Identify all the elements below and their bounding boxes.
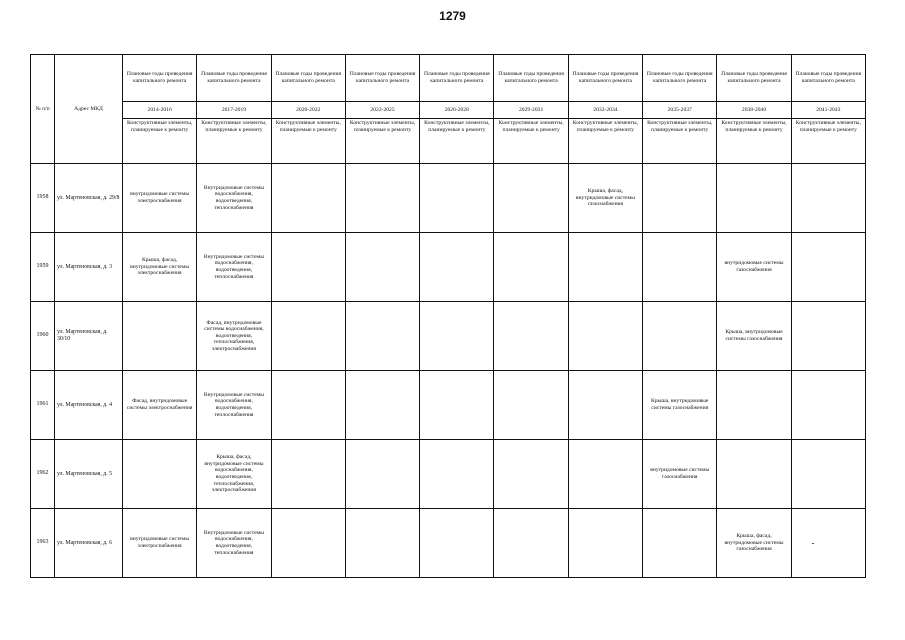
repair-cell [791,509,865,578]
repair-cell [123,302,197,371]
table-row [31,371,866,440]
repair-cell [717,164,791,233]
repair-cell: Крыша, фасад, внутридомовые системы газоснабжения [717,509,791,578]
header-period: 2026-2028 [420,102,494,119]
header-num: № п/п [31,55,55,164]
header-plan-years: Плановые годы проведения капитального ремонта [197,55,271,102]
header-plan-years: Плановые годы проведения капитального ремонта [123,55,197,102]
header-elements: Конструктивные элементы, планируемые к ремонту [494,119,568,164]
repair-cell [494,371,568,440]
repair-cell [568,509,642,578]
repair-cell: внутридомовые системы газоснабжения [717,233,791,302]
repair-cell [717,440,791,509]
repair-cell [643,164,717,233]
header-row-elements [31,119,866,164]
header-elements: Конструктивные элементы, планируемые к ремонту [643,119,717,164]
header-elements: Конструктивные элементы, планируемые к ремонту [568,119,642,164]
repair-cell [791,371,865,440]
row-number: 1961 [31,371,55,440]
header-plan-years: Плановые годы проведения капитального ремонта [717,55,791,102]
header-elements: Конструктивные элементы, планируемые к ремонту [791,119,865,164]
repair-cell: Крыша, фасад, внутридомовые системы электроснабжения [123,233,197,302]
repair-cell [494,509,568,578]
header-plan-years: Плановые годы проведения капитального ремонта [791,55,865,102]
row-address: ул. Мартеновская, д. 3 [55,233,123,302]
table-row [31,509,866,578]
capital-repair-plan-table [30,54,866,578]
table-header [31,55,866,164]
header-plan-years: Плановые годы проведения капитального ремонта [494,55,568,102]
repair-cell: внутридомовые системы электроснабжения [123,509,197,578]
repair-cell [494,302,568,371]
header-period: 2014-2016 [123,102,197,119]
header-elements: Конструктивные элементы, планируемые к ремонту [271,119,345,164]
repair-cell [345,302,419,371]
repair-cell [420,371,494,440]
repair-cell [791,164,865,233]
header-plan-years: Плановые годы проведения капитального ремонта [568,55,642,102]
header-period: 2032-2034 [568,102,642,119]
header-period: 2029-2031 [494,102,568,119]
header-period: 2023-2025 [345,102,419,119]
repair-cell [568,233,642,302]
repair-cell: Крыша, внутридомовые системы газоснабжения [643,371,717,440]
scan-speck [812,543,814,544]
repair-cell [494,233,568,302]
row-address: ул. Мартеновская, д. 6 [55,509,123,578]
repair-cell [271,233,345,302]
header-period: 2017-2019 [197,102,271,119]
repair-cell [420,509,494,578]
repair-cell: Внутридомовые системы водоснабжения, водоотведения, теплоснабжения [197,233,271,302]
repair-cell: внутридомовые системы электроснабжения [123,164,197,233]
repair-cell [494,440,568,509]
repair-cell [568,302,642,371]
header-row-titles [31,55,866,102]
header-period: 2041-2043 [791,102,865,119]
repair-cell [345,371,419,440]
table-body [31,164,866,578]
header-elements: Конструктивные элементы, планируемые к ремонту [197,119,271,164]
repair-cell: внутридомовые системы газоснабжения [643,440,717,509]
header-period: 2020-2022 [271,102,345,119]
header-period: 2035-2037 [643,102,717,119]
repair-cell [420,440,494,509]
row-number: 1959 [31,233,55,302]
repair-cell: Фасад, внутридомовые системы водоснабжения, водоотведения, теплоснабжения, электроснабжения [197,302,271,371]
row-number: 1963 [31,509,55,578]
repair-cell [643,233,717,302]
header-plan-years: Плановые годы проведения капитального ремонта [271,55,345,102]
repair-cell: Внутридомовые системы водоснабжения, водоотведения, теплоснабжения [197,371,271,440]
row-address: ул. Мартеновская, д. 30/10 [55,302,123,371]
repair-cell [271,371,345,440]
header-elements: Конструктивные элементы, планируемые к ремонту [123,119,197,164]
row-number: 1958 [31,164,55,233]
row-address: ул. Мартеновская, д. 4 [55,371,123,440]
repair-cell [345,233,419,302]
repair-cell [791,302,865,371]
row-address: ул. Мартеновская, д. 29/8 [55,164,123,233]
header-address: Адрес МКД [55,55,123,164]
repair-cell: Внутридомовые системы водоснабжения, водоотведения, теплоснабжения [197,164,271,233]
table-row [31,440,866,509]
repair-cell [568,371,642,440]
header-plan-years: Плановые годы проведения капитального ремонта [420,55,494,102]
repair-cell [345,440,419,509]
repair-cell [568,440,642,509]
row-address: ул. Мартеновская, д. 5 [55,440,123,509]
repair-cell [420,302,494,371]
repair-cell [271,302,345,371]
repair-cell [420,164,494,233]
repair-cell [643,509,717,578]
repair-cell [791,440,865,509]
header-plan-years: Плановые годы проведения капитального ремонта [643,55,717,102]
repair-cell: Внутридомовые системы водоснабжения, водоотведения, теплоснабжения [197,509,271,578]
repair-cell [123,440,197,509]
row-number: 1962 [31,440,55,509]
repair-cell: Крыша, фасад, внутридомовые системы водоснабжения, водоотведения, теплоснабжения, электроснабжения [197,440,271,509]
repair-cell: Фасад, внутридомовые системы электроснабжения [123,371,197,440]
table-row [31,233,866,302]
header-elements: Конструктивные элементы, планируемые к ремонту [345,119,419,164]
header-elements: Конструктивные элементы, планируемые к ремонту [717,119,791,164]
repair-cell [643,302,717,371]
header-plan-years: Плановые годы проведения капитального ремонта [345,55,419,102]
repair-cell [345,164,419,233]
repair-cell [271,440,345,509]
repair-cell [271,509,345,578]
header-row-periods [31,102,866,119]
repair-cell [717,371,791,440]
header-elements: Конструктивные элементы, планируемые к ремонту [420,119,494,164]
repair-cell [420,233,494,302]
repair-cell: Крыша, фасад, внутридомовые системы газоснабжения [568,164,642,233]
repair-cell [791,233,865,302]
header-period: 2038-2040 [717,102,791,119]
table-row [31,164,866,233]
repair-cell: Крыша, внутридомовые системы газоснабжения [717,302,791,371]
repair-cell [271,164,345,233]
repair-cell [494,164,568,233]
table-row [31,302,866,371]
page-number: 1279 [439,9,466,23]
row-number: 1960 [31,302,55,371]
repair-cell [345,509,419,578]
